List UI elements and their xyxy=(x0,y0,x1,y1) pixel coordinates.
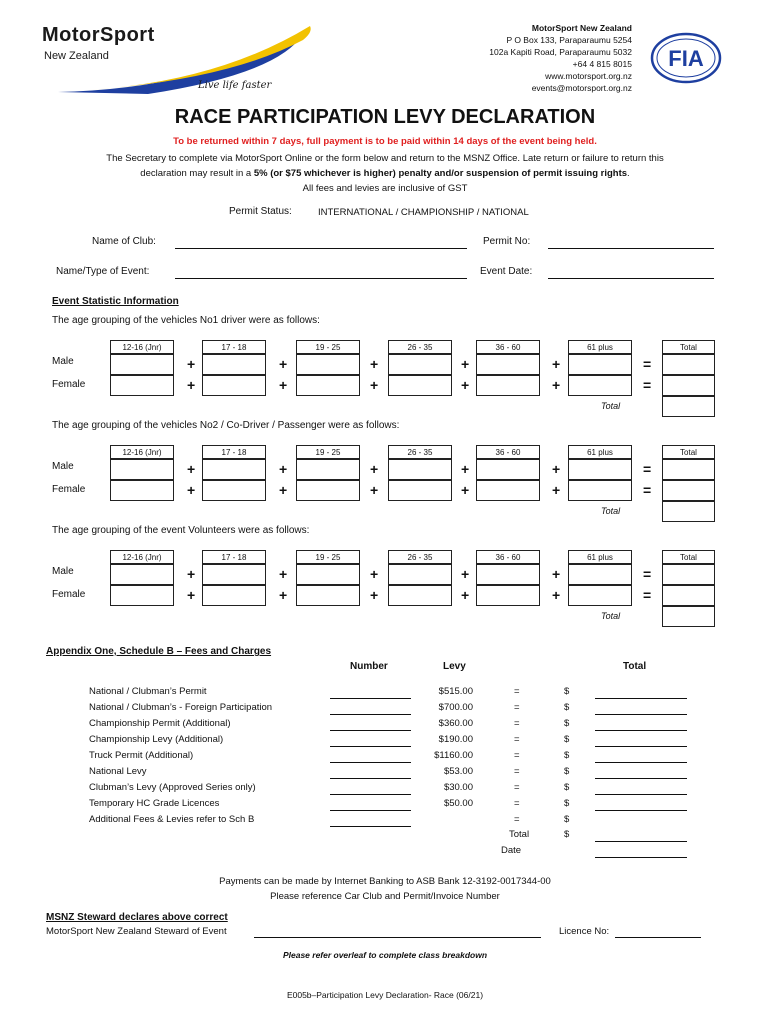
permit-no-input[interactable] xyxy=(548,248,714,249)
male-count-input[interactable] xyxy=(110,354,174,375)
age-group-header: 36 - 60 xyxy=(476,550,540,564)
fee-item-name: National Levy xyxy=(89,766,147,777)
fee-levy-amount: $30.00 xyxy=(443,782,473,793)
permit-status-options[interactable]: INTERNATIONAL / CHAMPIONSHIP / NATIONAL xyxy=(318,207,529,218)
fee-number-input[interactable] xyxy=(330,714,411,715)
male-label: Male xyxy=(52,461,74,472)
org-name: MotorSport New Zealand xyxy=(531,23,632,33)
male-count-input[interactable] xyxy=(202,459,266,480)
age-group-header: 61 plus xyxy=(568,340,632,354)
fee-item-name: Truck Permit (Additional) xyxy=(89,750,194,761)
event-type-label: Name/Type of Event: xyxy=(56,266,150,277)
plus-sign: + xyxy=(461,482,470,498)
page-title: RACE PARTICIPATION LEVY DECLARATION xyxy=(174,106,596,128)
male-count-input[interactable] xyxy=(476,354,540,375)
licence-input[interactable] xyxy=(615,937,701,938)
email: events@motorsport.org.nz xyxy=(531,83,632,93)
col-number: Number xyxy=(350,661,388,672)
age-group-header: 17 - 18 xyxy=(202,340,266,354)
club-input[interactable] xyxy=(175,248,467,249)
plus-sign: + xyxy=(370,356,379,372)
fee-dollar: $ xyxy=(564,750,570,761)
intro-line: The Secretary to complete via MotorSport Online or the form below and return to the MSNZ Office. Late return or failure to return this xyxy=(106,153,664,164)
total-label: Total xyxy=(601,506,621,516)
payment-info: Payments can be made by Internet Banking to ASB Bank 12-3192-0017344-00 xyxy=(219,876,551,887)
fee-number-input[interactable] xyxy=(330,810,411,811)
logo-subtitle: New Zealand xyxy=(44,50,109,62)
fee-total-input[interactable] xyxy=(595,794,687,795)
stats-heading: Event Statistic Information xyxy=(52,296,179,307)
male-count-input[interactable] xyxy=(388,564,452,585)
male-count-input[interactable] xyxy=(110,564,174,585)
fia-logo-text: FIA xyxy=(668,46,704,71)
equals-sign: = xyxy=(643,482,652,498)
female-count-input[interactable] xyxy=(476,585,540,606)
intro-line: declaration may result in a 5% (or $75 whichever is higher) penalty and/or suspension of permit issuing rights. xyxy=(140,168,630,179)
fee-equals: = xyxy=(514,814,520,825)
steward-label: MotorSport New Zealand Steward of Event xyxy=(46,926,227,937)
female-count-input[interactable] xyxy=(110,585,174,606)
total-header: Total xyxy=(662,445,715,459)
fee-dollar: $ xyxy=(564,798,570,809)
plus-sign: + xyxy=(552,356,561,372)
female-total-input[interactable] xyxy=(662,585,715,606)
female-label: Female xyxy=(52,484,86,495)
fee-equals: = xyxy=(514,718,520,729)
plus-sign: + xyxy=(461,377,470,393)
fee-dollar: $ xyxy=(564,766,570,777)
age-group-header: 12-16 (Jnr) xyxy=(110,550,174,564)
age-group-header: 12-16 (Jnr) xyxy=(110,340,174,354)
col-levy: Levy xyxy=(443,661,466,672)
event-date-label: Event Date: xyxy=(480,266,533,277)
male-count-input[interactable] xyxy=(110,459,174,480)
female-count-input[interactable] xyxy=(568,585,632,606)
licence-label: Licence No: xyxy=(559,926,610,937)
female-count-input[interactable] xyxy=(110,375,174,396)
fee-item-name: Championship Permit (Additional) xyxy=(89,718,231,729)
male-total-input[interactable] xyxy=(662,354,715,375)
plus-sign: + xyxy=(187,461,196,477)
female-label: Female xyxy=(52,589,86,600)
grid-heading: The age grouping of the vehicles No1 driver were as follows: xyxy=(52,315,320,326)
plus-sign: + xyxy=(552,587,561,603)
plus-sign: + xyxy=(552,566,561,582)
fee-item-name: Additional Fees & Levies refer to Sch B xyxy=(89,814,255,825)
logo-tagline: Live life faster xyxy=(198,80,272,91)
fee-dollar: $ xyxy=(564,814,570,825)
plus-sign: + xyxy=(461,587,470,603)
age-group-header: 26 - 35 xyxy=(388,340,452,354)
equals-sign: = xyxy=(643,377,652,393)
fee-total-input[interactable] xyxy=(595,778,687,779)
grand-total-input[interactable] xyxy=(662,396,715,417)
age-group-header: 12-16 (Jnr) xyxy=(110,445,174,459)
plus-sign: + xyxy=(461,566,470,582)
male-count-input[interactable] xyxy=(388,459,452,480)
male-label: Male xyxy=(52,566,74,577)
date-input[interactable] xyxy=(595,857,687,858)
fee-equals: = xyxy=(514,686,520,697)
fee-number-input[interactable] xyxy=(330,826,411,827)
fia-logo xyxy=(650,32,722,84)
fee-dollar: $ xyxy=(564,686,570,697)
grand-total-label: Total xyxy=(509,829,530,840)
fee-dollar: $ xyxy=(564,718,570,729)
plus-sign: + xyxy=(370,587,379,603)
fee-levy-amount: $360.00 xyxy=(438,718,473,729)
permit-status-label: Permit Status: xyxy=(229,206,292,217)
plus-sign: + xyxy=(279,461,288,477)
fee-total-input[interactable] xyxy=(595,762,687,763)
male-count-input[interactable] xyxy=(296,564,360,585)
fee-item-name: National / Clubman’s - Foreign Participation xyxy=(89,702,273,713)
female-count-input[interactable] xyxy=(388,480,452,501)
male-total-input[interactable] xyxy=(662,459,715,480)
plus-sign: + xyxy=(279,482,288,498)
fee-number-input[interactable] xyxy=(330,698,411,699)
fee-levy-amount: $700.00 xyxy=(438,702,473,713)
logo-name: MotorSport xyxy=(42,24,155,46)
plus-sign: + xyxy=(187,377,196,393)
plus-sign: + xyxy=(461,461,470,477)
fee-item-name: Temporary HC Grade Licences xyxy=(89,798,220,809)
total-header: Total xyxy=(662,340,715,354)
fee-number-input[interactable] xyxy=(330,778,411,779)
fee-equals: = xyxy=(514,750,520,761)
age-group-header: 26 - 35 xyxy=(388,550,452,564)
payment-reference: Please reference Car Club and Permit/Invoice Number xyxy=(270,891,500,902)
plus-sign: + xyxy=(187,482,196,498)
appendix-heading: Appendix One, Schedule B – Fees and Charges xyxy=(46,646,272,657)
fee-equals: = xyxy=(514,798,520,809)
grand-total-input[interactable] xyxy=(662,501,715,522)
equals-sign: = xyxy=(643,461,652,477)
female-count-input[interactable] xyxy=(296,375,360,396)
fee-levy-amount: $53.00 xyxy=(443,766,473,777)
equals-sign: = xyxy=(643,587,652,603)
plus-sign: + xyxy=(370,377,379,393)
fee-total-input[interactable] xyxy=(595,746,687,747)
age-group-header: 19 - 25 xyxy=(296,445,360,459)
footer: E005b–Participation Levy Declaration- Race (06/21) xyxy=(286,990,484,1000)
fee-item-name: Championship Levy (Additional) xyxy=(89,734,224,745)
male-count-input[interactable] xyxy=(568,564,632,585)
female-count-input[interactable] xyxy=(388,375,452,396)
permit-no-label: Permit No: xyxy=(483,236,531,247)
male-count-input[interactable] xyxy=(202,354,266,375)
age-group-header: 61 plus xyxy=(568,445,632,459)
contact-address xyxy=(489,22,632,94)
fee-dollar: $ xyxy=(564,702,570,713)
female-label: Female xyxy=(52,379,86,390)
age-group-header: 26 - 35 xyxy=(388,445,452,459)
plus-sign: + xyxy=(279,566,288,582)
female-count-input[interactable] xyxy=(296,480,360,501)
fee-item-name: National / Clubman’s Permit xyxy=(89,686,207,697)
age-group-header: 19 - 25 xyxy=(296,340,360,354)
fee-equals: = xyxy=(514,766,520,777)
age-group-header: 36 - 60 xyxy=(476,340,540,354)
grid-heading: The age grouping of the vehicles No2 / Co-Driver / Passenger were as follows: xyxy=(52,420,400,431)
female-count-input[interactable] xyxy=(388,585,452,606)
male-count-input[interactable] xyxy=(476,564,540,585)
plus-sign: + xyxy=(279,587,288,603)
overleaf-note: Please refer overleaf to complete class breakdown xyxy=(282,950,488,960)
event-type-input[interactable] xyxy=(175,278,467,279)
steward-heading: MSNZ Steward declares above correct xyxy=(46,912,228,923)
fee-levy-amount: $1160.00 xyxy=(434,750,473,761)
male-count-input[interactable] xyxy=(296,459,360,480)
fee-number-input[interactable] xyxy=(330,762,411,763)
male-count-input[interactable] xyxy=(568,354,632,375)
fee-number-input[interactable] xyxy=(330,730,411,731)
age-group-header: 17 - 18 xyxy=(202,550,266,564)
female-count-input[interactable] xyxy=(568,375,632,396)
gst-note: All fees and levies are inclusive of GST xyxy=(302,183,468,194)
age-group-header: 36 - 60 xyxy=(476,445,540,459)
steward-input[interactable] xyxy=(254,937,541,938)
plus-sign: + xyxy=(370,482,379,498)
date-label: Date xyxy=(501,845,522,856)
female-count-input[interactable] xyxy=(202,480,266,501)
female-count-input[interactable] xyxy=(202,585,266,606)
female-count-input[interactable] xyxy=(476,375,540,396)
plus-sign: + xyxy=(370,461,379,477)
website: www.motorsport.org.nz xyxy=(545,71,632,81)
plus-sign: + xyxy=(370,566,379,582)
plus-sign: + xyxy=(279,356,288,372)
male-label: Male xyxy=(52,356,74,367)
plus-sign: + xyxy=(279,377,288,393)
fee-dollar: $ xyxy=(564,734,570,745)
fee-levy-amount: $190.00 xyxy=(438,734,473,745)
grand-total-dollar: $ xyxy=(564,829,570,840)
fee-equals: = xyxy=(514,734,520,745)
fee-item-name: Clubman’s Levy (Approved Series only) xyxy=(89,782,256,793)
plus-sign: + xyxy=(552,482,561,498)
fee-dollar: $ xyxy=(564,782,570,793)
total-header: Total xyxy=(662,550,715,564)
female-total-input[interactable] xyxy=(662,480,715,501)
grid-heading: The age grouping of the event Volunteers were as follows: xyxy=(52,525,310,536)
club-label: Name of Club: xyxy=(92,236,156,247)
age-group-header: 17 - 18 xyxy=(202,445,266,459)
grand-total-input[interactable] xyxy=(595,841,687,842)
plus-sign: + xyxy=(552,461,561,477)
fee-equals: = xyxy=(514,702,520,713)
equals-sign: = xyxy=(643,356,652,372)
fee-number-input[interactable] xyxy=(330,746,411,747)
fee-levy-amount: $50.00 xyxy=(443,798,473,809)
fee-levy-amount: $515.00 xyxy=(438,686,473,697)
fee-total-input[interactable] xyxy=(595,714,687,715)
phone: +64 4 815 8015 xyxy=(572,59,632,69)
fee-equals: = xyxy=(514,782,520,793)
plus-sign: + xyxy=(461,356,470,372)
female-count-input[interactable] xyxy=(296,585,360,606)
fee-total-input[interactable] xyxy=(595,810,687,811)
plus-sign: + xyxy=(552,377,561,393)
age-group-header: 19 - 25 xyxy=(296,550,360,564)
female-total-input[interactable] xyxy=(662,375,715,396)
plus-sign: + xyxy=(187,356,196,372)
male-count-input[interactable] xyxy=(476,459,540,480)
total-label: Total xyxy=(601,401,621,411)
female-count-input[interactable] xyxy=(568,480,632,501)
male-total-input[interactable] xyxy=(662,564,715,585)
fee-number-input[interactable] xyxy=(330,794,411,795)
female-count-input[interactable] xyxy=(110,480,174,501)
male-count-input[interactable] xyxy=(296,354,360,375)
female-count-input[interactable] xyxy=(202,375,266,396)
address-line: P O Box 133, Paraparaumu 5254 xyxy=(506,35,632,45)
plus-sign: + xyxy=(187,566,196,582)
age-group-header: 61 plus xyxy=(568,550,632,564)
fee-total-input[interactable] xyxy=(595,730,687,731)
event-date-input[interactable] xyxy=(548,278,714,279)
male-count-input[interactable] xyxy=(568,459,632,480)
male-count-input[interactable] xyxy=(388,354,452,375)
total-label: Total xyxy=(601,611,621,621)
return-notice: To be returned within 7 days, full payment is to be paid within 14 days of the event being held. xyxy=(173,136,597,147)
grand-total-input[interactable] xyxy=(662,606,715,627)
female-count-input[interactable] xyxy=(476,480,540,501)
plus-sign: + xyxy=(187,587,196,603)
intro-text xyxy=(0,151,770,196)
male-count-input[interactable] xyxy=(202,564,266,585)
address-line: 102a Kapiti Road, Paraparaumu 5032 xyxy=(489,47,632,57)
fee-total-input[interactable] xyxy=(595,698,687,699)
col-total: Total xyxy=(623,661,647,672)
equals-sign: = xyxy=(643,566,652,582)
